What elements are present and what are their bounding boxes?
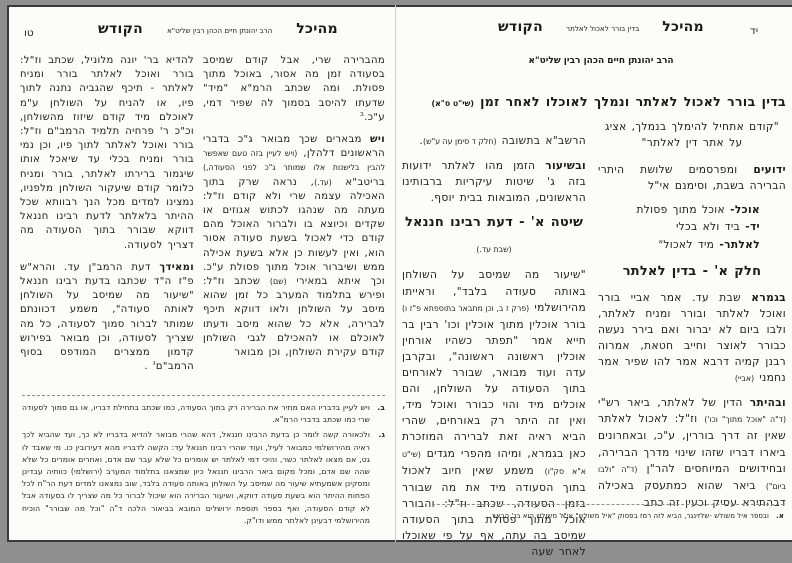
left-page-header xyxy=(98,21,338,37)
left-page-left-column xyxy=(20,54,194,382)
footnote-reference: א xyxy=(658,237,664,246)
text-segment: (ויש לעיין בזה טעם שאפשר להבין בלישנות אלו שמותר ג"כ לפני הסעודה,) xyxy=(203,149,385,173)
text-segment: (שבת עד.) xyxy=(476,245,512,255)
text-segment: הזמן מהו לאלתר ידועות בזה ג' שיטות עיקריות ברבותינו הראשונים, המובאות בבית יוסף. xyxy=(402,160,586,205)
terms-list xyxy=(598,202,786,252)
text-segment: שבת עד. אמר אביי בורר ואוכל לאלתר ובורר ומניח לאלתר, ולבו ביום לא יברור ואם בירר נעשה כבורר לאוצר וחייב חטאת, אמרוה רבנן קמיה דרבא אמר להו שפיר אמר נחמני xyxy=(598,291,786,385)
running-title-meheichal: מהיכל xyxy=(662,19,704,35)
shita-heading xyxy=(402,214,586,231)
footnote-mark: א. xyxy=(776,512,784,520)
text-segment: בדין בורר לאכול לאלתר ונמלך לאוכלו לאחר זמן xyxy=(474,94,786,109)
text-segment: יד- xyxy=(745,221,760,234)
text-segment: ומפרסמים שלושת היתרי הברירה בשבת, וסימנם אי"ל xyxy=(598,164,786,193)
right-page-header xyxy=(498,19,704,35)
footnote xyxy=(22,429,385,527)
left-page-right-column xyxy=(203,54,385,368)
footnote xyxy=(22,402,385,426)
text-segment: (פרק ז ב, וכן מתבאר בתוספתא פ"ז ו) xyxy=(402,303,530,313)
text-segment: (שי"ט ס"א) xyxy=(431,99,474,108)
rashi-paragraph xyxy=(598,395,786,511)
text-segment: ביד ולא בכלי xyxy=(675,221,746,234)
term-item xyxy=(598,202,760,218)
chapter-heading xyxy=(598,263,786,280)
right-page-left-column xyxy=(402,133,586,563)
running-title-hakodesh: הקודש xyxy=(98,21,144,37)
right-page-right-column xyxy=(598,119,786,519)
text-segment: לאלתר- xyxy=(719,238,760,251)
text-segment: בורר אוכלין מתוך אוכלין וכו' רבין בר חייא אמר "תפתר כשהיו אורחין אוכלין ראשונה ראשונה", ובקרבן עדה ועוד מבואר, שבורר לאורחים בתוך הסעודה על השולחן, והם אוכלים מיד והוי כבורר ואוכל מיד, ואין זה היתר רק באורחים, שהרי הביא ראיה זאת לברירה המוזכרת כאן בגמרא, ומיהו מהפרי מגדים xyxy=(402,318,586,460)
text-segment: מהברירה שרי, אבל קודם שמיסב בסעודה זמן מה אסור, באוכל מתוך פסולת. ומה שכתב הרמ"א "מיד" שדעתו להיסב בסמוך לה שפיר דמי, ע"כ. xyxy=(203,55,385,123)
text-segment: שיטה א' - דעת רבינו חננאל xyxy=(404,215,584,231)
text-segment: ויש xyxy=(369,134,385,146)
text-segment: ידועים xyxy=(753,164,786,177)
text-segment: (ד"ה "אוכל מתוך" וכו') xyxy=(704,415,786,425)
text-segment: (ד"ה "ולבו ביום") xyxy=(598,464,786,491)
text-segment: "קודם אתחיל להימלך בנמלך, אציג על אתר דין לאלתר" xyxy=(605,121,779,150)
text-segment: . xyxy=(144,361,153,373)
page-divider xyxy=(395,5,396,542)
text-segment: בריטב"א xyxy=(331,176,386,188)
text-segment: להדיא בר' יונה מלוניל, שכתב וז"ל: בורר ואוכל לאלתר בורר ומניח לאלתר - תיכף שהגביה נתנה לתוך פיו, או להניח על השולחן ע"מ לאוכלם מיד קודם שיזוז מהשולחן, וכ"כ ר' פרחיה תלמיד הרמב"ם וז"ל: בורר ואוכל לאלתר לתוך פיו, וכן נמי בורר ומניח בכלי עד שיאכל אותו שיגמור ברירתו לאלתר, בורר ומניח כלומר קודם שיעקור השולחן מלפניו, נמצינו למדים מכל הנך רבוותא שכל ההיתר בלאלתר לדעת רבינו חננאל דווקא שבורר בתוך הסעודה מה דצריך לסעודה. xyxy=(20,55,194,251)
text-segment: חלק א' - בדין לאלתר xyxy=(622,263,762,279)
gemara-paragraph xyxy=(598,290,786,388)
section-title xyxy=(408,94,786,112)
text-segment: בגמרא xyxy=(751,291,786,304)
text-segment: (שי"ט א"א סק"ו) xyxy=(402,449,586,476)
text-segment: (עד.) xyxy=(314,177,332,187)
text-segment: הדין של לאלתר, ביאר רש"י xyxy=(598,397,750,410)
header-chapter-name: בדין בורר לאכול לאלתר xyxy=(566,24,640,33)
term-item xyxy=(598,237,760,253)
meforshim-paragraph xyxy=(203,133,385,360)
running-title-hakodesh: הקודש xyxy=(498,19,544,35)
text-segment: דעת הרמב"ן עד. והרא"ש פ"ז ה"ד שכתבו בדעת רבינו חננאל "שיעור מה שמיסב על השולחן לאותה סעודה", משמע דכוונתם שמותר לברור סמוך לסעודה, כל מה שצריך לסעודה, וכן מבואר בפירוש קדמון ממצרים המודפס בסוף הרמב"ם xyxy=(20,261,194,373)
text-segment: משמע שאין חיוב לאכול בתוך הסעודה מיד את מה שבורר בזמן הסעודה, שכתב וז"ל: והבורר אוכל מתוך פסולת בתוך הסעודה שמיסב בה עתה, אף על פי שאוכלו לאחר שעה xyxy=(402,464,586,559)
term-item xyxy=(598,219,760,235)
text-segment: ביאר שהוא כמתעסק באכילה דבהתירא עסיק וכעין זה כתב xyxy=(598,479,786,509)
footnote-text: ולכאורה קשה לומר כן בדעת הרבינו חננאל, דהא שהרי מבואר להדיא בדבריו לא כך, ועד שהביא לכך ראיה מהירושלמי כמבואר לעיל, ועוד שהרי רבינו חננאל עד: הקשה לדבריו מהא דעירובין כו. מי שאבד לו גט, אם מצאו לאלתר כשר, והיכי דמי לאלתר יש אומרים כל שלא עבר שם אדם, ואחרים אומרים כל שלא שהה שם אדם, ומכל מקום ביאר הרבינו חננאל כיון שמצאנו בתלמוד המערב (ירושלמי) כוותיה עבדינן ומסקינן אשמעתיא שיעור מה שמיסב על השולחן באותה סעודה בלבד, שוב נמצאנו למדים דעת הר"ח לכל הפחות ההיתר הוא בשעת סעודה דווקא, ושיעור הברירה הוא שיכול לברור כל מה שצריך לו בסעודה אבל לא קודם הסעודה, ואף בספר תוספת ירושלים המובא בביאור הלכה ד"ה "וכל מה שבורר" הוכיח מהירושלמי דבעינן לאלתר ממש ודו"ק. xyxy=(22,430,370,525)
left-page-footnotes xyxy=(22,395,385,530)
text-segment: שכתב וז"ל: ופירש בתלמוד המערב כל זמן שהוא מיסב על השולחן ולאו דווקא תיכף לברירה, אלא כל שהוא מיסב ודעתו לאוכלם או להאכילם לגבי השולחן קודם עקירת השולחן, וכן מבואר xyxy=(203,276,385,359)
ramban-paragraph xyxy=(20,261,194,375)
text-segment: ובהיתר xyxy=(749,397,786,410)
text-segment: אוכל מתוך פסולת xyxy=(636,204,731,217)
running-title-meheichal: מהיכל xyxy=(296,21,338,37)
rashba-line xyxy=(402,133,586,150)
shita-source xyxy=(402,241,586,258)
footnote-text: ובספר איל משולש -שלזינגר, הביא לזה רמז בפסוק "איל משולש" אי"ל משולש הוא בג' הבאר. xyxy=(489,512,769,520)
text-segment: "שיעור מה שמיסב על השולחן באותה סעודה בלבד", וראייתו מהירושלמי xyxy=(402,269,586,314)
text-segment: ובשיעור xyxy=(545,160,586,173)
header-author-name: הרב יהונתן חיים הכהן רבין שליט"א xyxy=(167,26,273,35)
footnote-mark: ב. xyxy=(377,403,385,412)
text-segment: . xyxy=(419,135,424,147)
text-segment: ומאידך xyxy=(159,261,194,273)
right-page-footnotes xyxy=(432,504,784,525)
text-segment: (שם) xyxy=(269,277,287,287)
text-segment: אוכל- xyxy=(730,204,760,217)
rishonim-paragraph xyxy=(20,54,194,253)
text-segment: , נראה שרק בתוך האכילה עצמה שרי ולא קודם וז"ל: מעתה מה שנהגו לכתוש אגוזים או שקדים וכיוצא בו ולברור האוכל מהם קודם כדי לאכול בשעת סעודה אסור הוא, ואין לעשות כן אלא בשעת אכילה ממש ושיברור אוכל מתוך פסולת ע"כ. וכך איתא במאירי xyxy=(203,176,385,288)
footnote-mark: ג. xyxy=(378,430,385,440)
text-segment: וז"ל: לאכול לאלתר שאין זה דרך בוררין, ע"כ, ובאחרונים ביארו דבריו שזהו שינוי מדרך הברירה, ובחידושים המיוחסים להר"ן xyxy=(598,413,786,475)
right-page-number: יד xyxy=(750,25,759,37)
text-segment: הרשב"א בתשובה xyxy=(496,135,586,147)
text-segment: (חלק ד סימן עה ע"ש) xyxy=(423,137,497,146)
left-page-number: טו xyxy=(24,27,34,39)
continuation-paragraph xyxy=(203,54,385,125)
text-segment: (אביי) xyxy=(734,374,755,384)
text-segment: מיד לאכול xyxy=(663,238,720,251)
shiur-paragraph xyxy=(402,158,586,206)
footnote-text: ויש לעיין בדבריו האם מתיר את הברירה רק בתוך הסעודה, כמו שכתב בתחילת דבריו, או גם סמוך לסעודה שרי כמו שכתב בדברי הרמ"א. xyxy=(22,403,370,425)
simanim-paragraph xyxy=(598,162,786,194)
footnote-reference: ב xyxy=(360,109,365,118)
text-segment: מבארים שכך מבואר ג"כ בדברי הראשונים דלהלן, xyxy=(203,134,385,160)
footnote xyxy=(432,511,784,522)
footnote-reference: ג xyxy=(152,358,156,367)
opening-quote xyxy=(598,119,786,151)
section-title-row xyxy=(408,94,786,120)
author-line: הרב יהונתן חיים הכהן רבין שליט"א xyxy=(528,56,674,66)
